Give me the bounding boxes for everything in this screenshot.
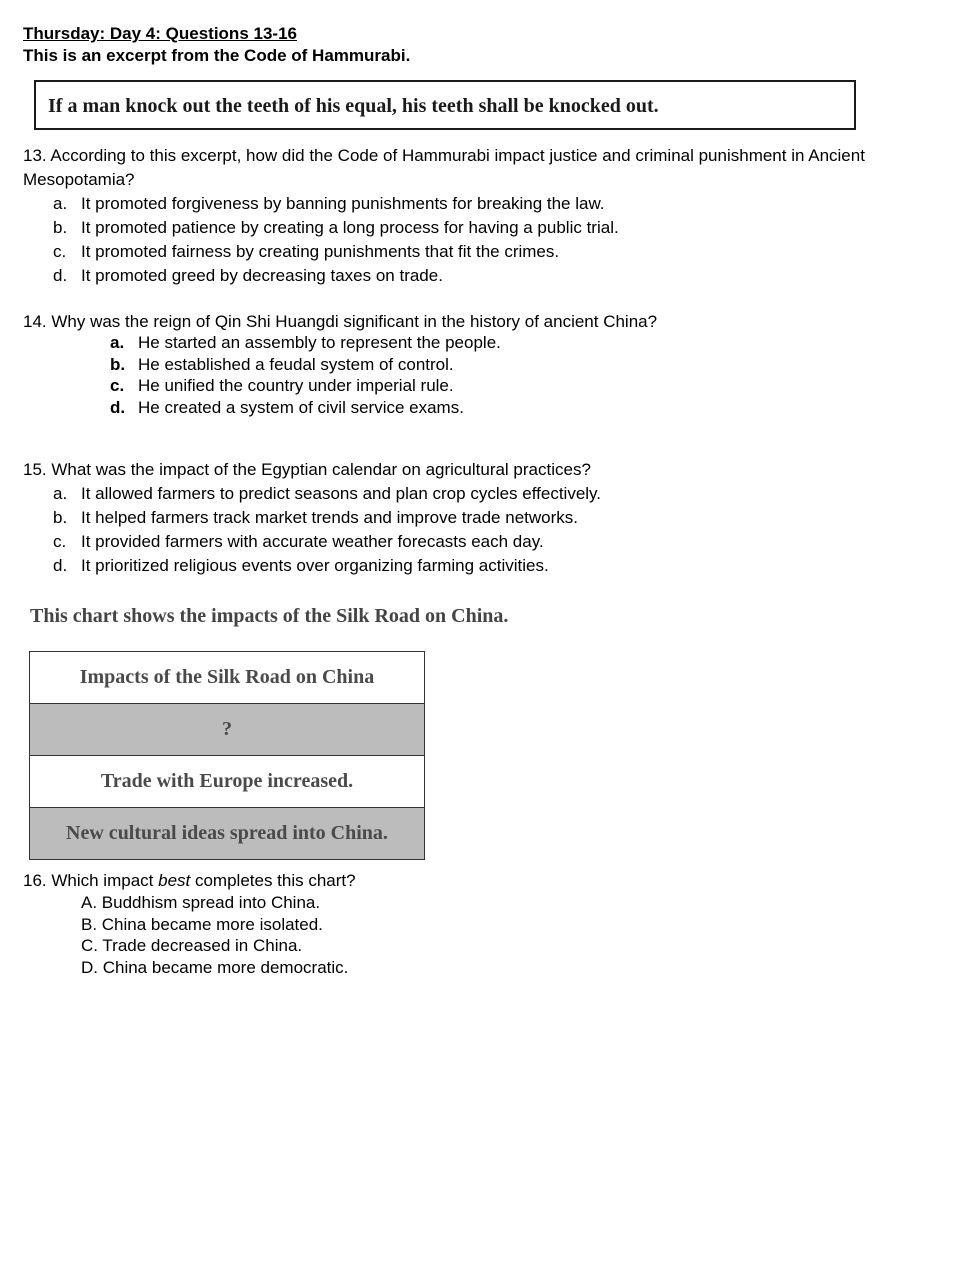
question-15-stem: 15. What was the impact of the Egyptian calendar on agricultural practices? <box>23 460 591 479</box>
chart-header-row: Impacts of the Silk Road on China <box>30 652 424 704</box>
q14-option-text[interactable]: He created a system of civil service exams. <box>138 398 464 417</box>
q15-option-letter: a. <box>53 484 68 503</box>
chart-row-culture: New cultural ideas spread into China. <box>30 808 424 859</box>
q16-option[interactable]: B. China became more isolated. <box>81 915 323 934</box>
question-16-stem <box>23 870 356 892</box>
q13-option-letter: a. <box>53 194 68 213</box>
q16-option[interactable]: D. China became more democratic. <box>81 958 349 977</box>
question-14-stem: 14. Why was the reign of Qin Shi Huangdi significant in the history of ancient China? <box>23 312 658 331</box>
q15-option-text[interactable]: It helped farmers track market trends and improve trade networks. <box>81 508 578 527</box>
q14-option-letter: a. <box>110 333 125 352</box>
excerpt-box <box>34 80 856 130</box>
q15-option-text[interactable]: It allowed farmers to predict seasons and plan crop cycles effectively. <box>81 484 602 503</box>
q15-option-letter: d. <box>53 556 68 575</box>
question-13-stem-line2: Mesopotamia? <box>23 170 135 189</box>
q16-option[interactable]: A. Buddhism spread into China. <box>81 893 321 912</box>
q16-stem-after: completes this chart? <box>190 871 356 890</box>
q14-option-text[interactable]: He started an assembly to represent the people. <box>138 333 501 352</box>
q16-stem-before: 16. Which impact <box>23 871 159 890</box>
q13-option-text[interactable]: It promoted greed by decreasing taxes on trade. <box>81 266 443 285</box>
worksheet-title: Thursday: Day 4: Questions 13-16 <box>23 24 297 43</box>
q13-option-text[interactable]: It promoted patience by creating a long process for having a public trial. <box>81 218 619 237</box>
q15-option-text[interactable]: It prioritized religious events over organizing farming activities. <box>81 556 549 575</box>
q13-option-letter: c. <box>53 242 67 261</box>
q14-option-text[interactable]: He established a feudal system of control. <box>138 355 454 374</box>
q15-option-text[interactable]: It provided farmers with accurate weather forecasts each day. <box>81 532 544 551</box>
question-13-stem-line1: 13. According to this excerpt, how did the Code of Hammurabi impact justice and criminal punishment in Ancient <box>23 146 865 165</box>
q13-option-letter: d. <box>53 266 68 285</box>
silk-road-chart <box>29 651 425 860</box>
q14-option-letter: c. <box>110 376 125 395</box>
excerpt-text: If a man knock out the teeth of his equal, his teeth shall be knocked out. <box>48 95 659 117</box>
excerpt-intro: This is an excerpt from the Code of Hammurabi. <box>23 46 411 65</box>
q15-option-letter: b. <box>53 508 68 527</box>
q16-stem-emphasis: best <box>158 871 191 890</box>
chart-row-trade: Trade with Europe increased. <box>30 756 424 808</box>
q16-option[interactable]: C. Trade decreased in China. <box>81 936 303 955</box>
q13-option-text[interactable]: It promoted forgiveness by banning punishments for breaking the law. <box>81 194 605 213</box>
q15-option-letter: c. <box>53 532 67 551</box>
chart-caption: This chart shows the impacts of the Silk Road on China. <box>30 605 509 627</box>
q14-option-letter: d. <box>110 398 126 417</box>
chart-row-unknown: ? <box>30 704 424 756</box>
q13-option-letter: b. <box>53 218 68 237</box>
q13-option-text[interactable]: It promoted fairness by creating punishments that fit the crimes. <box>81 242 560 261</box>
q14-option-letter: b. <box>110 355 126 374</box>
q14-option-text[interactable]: He unified the country under imperial rule. <box>138 376 454 395</box>
